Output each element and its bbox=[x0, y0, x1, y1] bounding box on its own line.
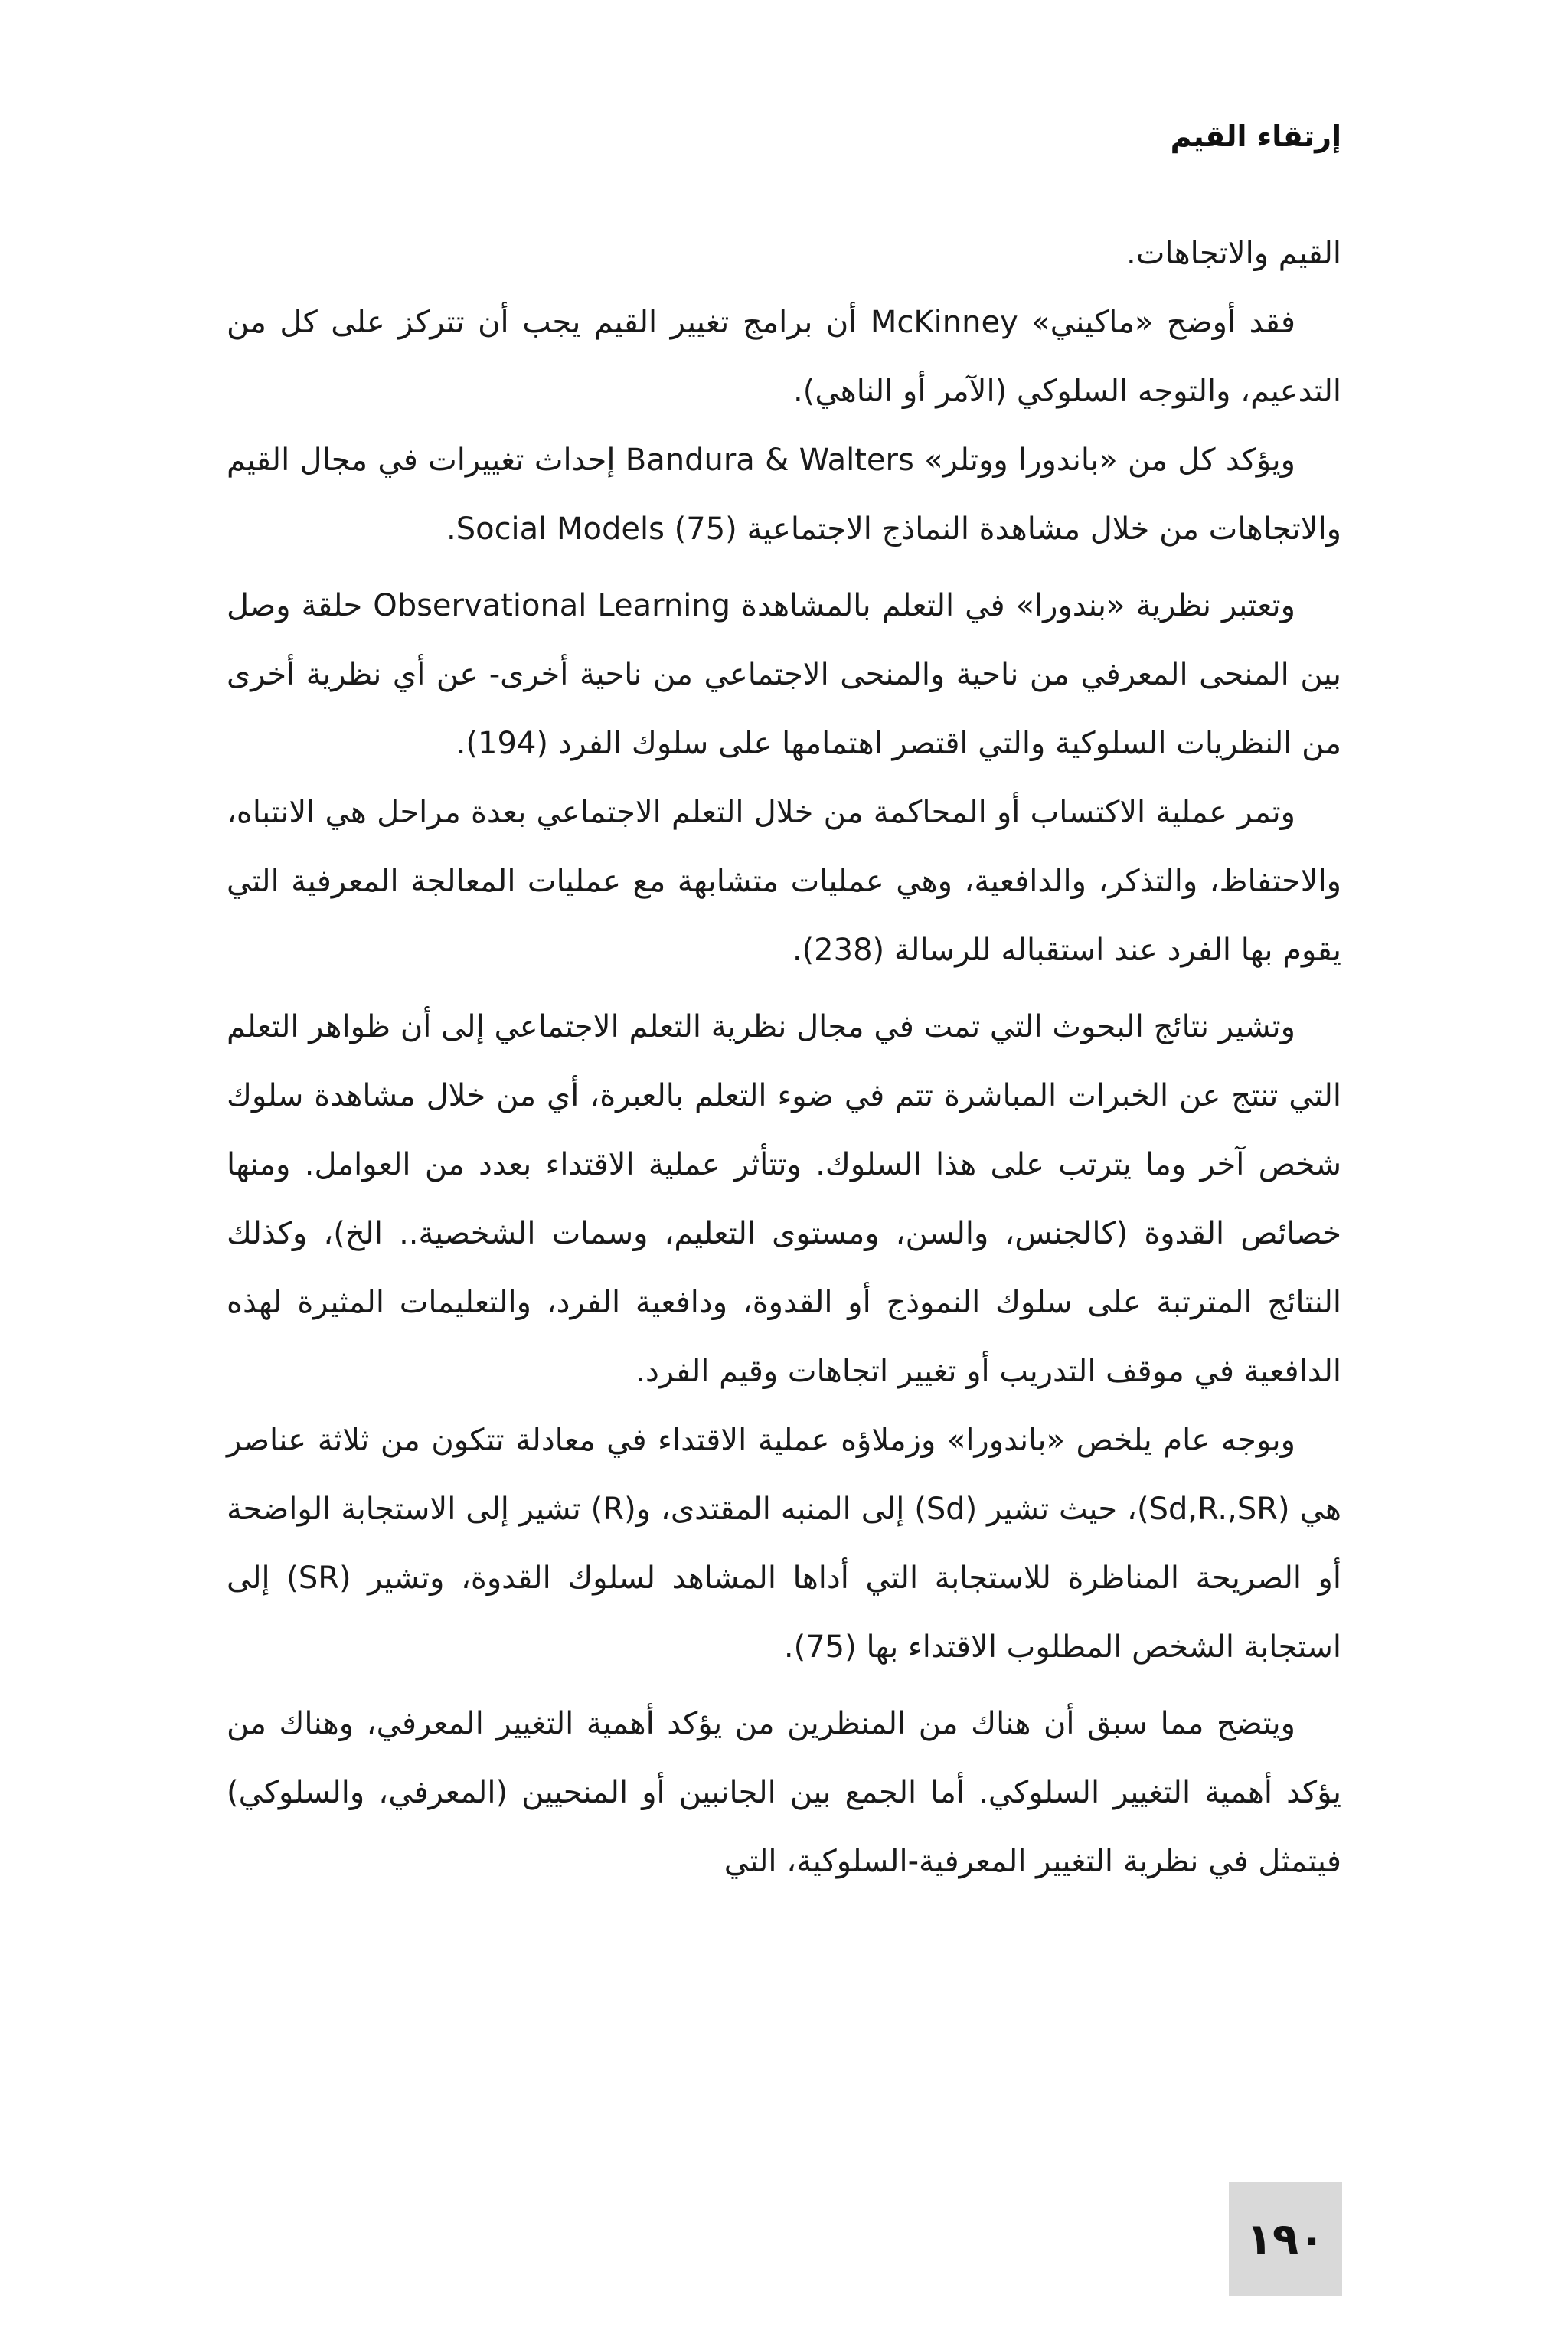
paragraph-observational-learning: وتعتبر نظرية «بندورا» في التعلم بالمشاهدة Observational Learning حلقة وصل بين المنحى المعرفي من ناحية والمنحى الاجتماعي من ناحية أخرى- عن أي نظرية أخرى من النظريات السلوكية والتي اقتصر اهتمامها على سلوك الفرد (194). bbox=[227, 588, 1341, 761]
page-number-box bbox=[1229, 2182, 1342, 2296]
paragraph-mckinney: فقد أوضح «ماكيني» McKinney أن برامج تغيير القيم يجب أن تتركز على كل من التدعيم، والتوجه السلوكي (الآمر أو الناهي). bbox=[227, 305, 1341, 409]
running-header-title: إرتقاء القيم bbox=[1170, 119, 1341, 153]
paragraph-acquisition-stages: وتمر عملية الاكتساب أو المحاكمة من خلال التعلم الاجتماعي بعدة مراحل هي الانتباه، والاحتفاظ، والتذكر، والدافعية، وهي عمليات متشابهة مع عمليات المعالجة المعرفية التي يقوم بها الفرد عند استقباله للرسالة (238). bbox=[227, 795, 1341, 968]
paragraph-cognitive-behavioral: ويتضح مما سبق أن هناك من المنظرين من يؤكد أهمية التغيير المعرفي، وهناك من يؤكد أهمية التغيير السلوكي. أما الجمع بين الجانبين أو المنحيين (المعرفي، والسلوكي) فيتمثل في نظرية التغيير المعرفية-السلوكية، التي bbox=[227, 1706, 1341, 1879]
body-text bbox=[227, 219, 1341, 1896]
paragraph-imitation-equation: وبوجه عام يلخص «باندورا» وزملاؤه عملية الاقتداء في معادلة تتكون من ثلاثة عناصر هي (Sd,R.,SR)، حيث تشير (Sd) إلى المنبه المقتدى، و(R) تشير إلى الاستجابة الواضحة أو الصريحة المناظرة للاستجابة التي أداها المشاهد لسلوك القدوة، وتشير (SR) إلى استجابة الشخص المطلوب الاقتداء بها (75). bbox=[227, 1423, 1342, 1665]
paragraph-bandura-walters: ويؤكد كل من «باندورا ووتلر» Bandura & Walters إحداث تغييرات في مجال القيم والاتجاهات من خلال مشاهدة النماذج الاجتماعية Social Models (75). bbox=[227, 443, 1341, 547]
paragraph-research-results: وتشير نتائج البحوث التي تمت في مجال نظرية التعلم الاجتماعي إلى أن ظواهر التعلم التي تنتج عن الخبرات المباشرة تتم في ضوء التعلم بالعبرة، أي من خلال مشاهدة سلوك شخص آخر وما يترتب على هذا السلوك. وتتأثر عملية الاقتداء بعدد من العوامل. ومنها خصائص القدوة (كالجنس، والسن، ومستوى التعليم، وسمات الشخصية.. الخ)، وكذلك النتائج المترتبة على سلوك النموذج أو القدوة، ودافعية الفرد، والتعليمات المثيرة لهذه الدافعية في موقف التدريب أو تغيير اتجاهات وقيم الفرد. bbox=[227, 1009, 1341, 1389]
paragraph-continuation: القيم والاتجاهات. bbox=[1126, 236, 1341, 271]
page-number: ١٩٠ bbox=[1246, 2214, 1325, 2264]
